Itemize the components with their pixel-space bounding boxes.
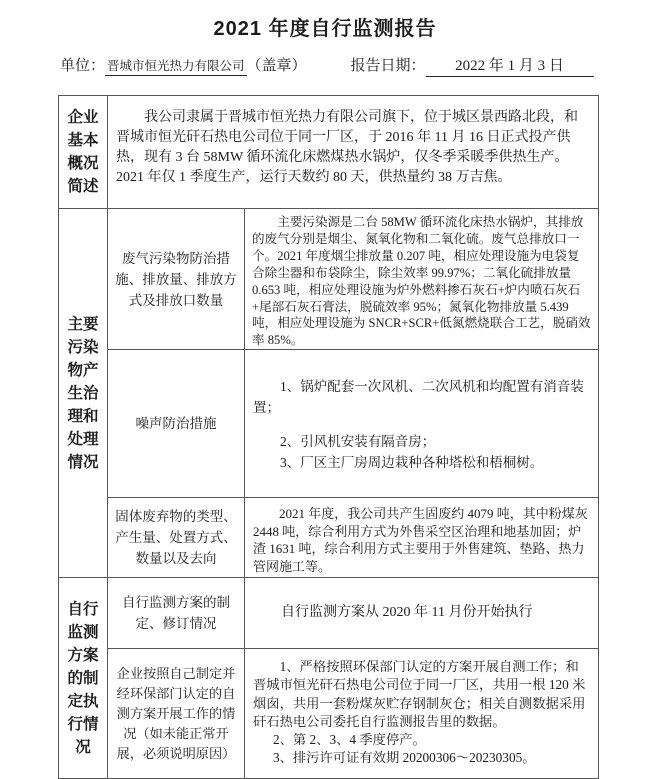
sublabel-waste-gas: 废气污染物防治措施、排放量、排放方式及排放口数量	[108, 209, 245, 350]
row-plan-implementation	[59, 649, 599, 779]
row-waste-gas	[59, 209, 599, 350]
unit-value: 晋城市恒光热力有限公司	[105, 56, 247, 76]
cell-company-overview-content	[108, 96, 599, 209]
sublabel-solid-waste: 固体废弃物的类型、产生量、处置方式、数量以及去向	[108, 498, 245, 578]
seal-note: （盖章）	[246, 58, 307, 74]
cell-section-label-self-monitoring-plan	[59, 578, 108, 779]
cell-section-label-company-overview	[59, 96, 108, 209]
page-title: 2021 年度自行监测报告	[213, 18, 437, 40]
row-solid-waste	[59, 498, 599, 578]
waste-gas-text: 主要污染源是二台 58MW 循环流化床热水锅炉，其排放的废气分别是烟尘、氮氧化物和二氧化硫。废气总排放口一个。2021 年度烟尘排放量 0.207 吨，相应处理设施为电袋复合除尘器和布袋除尘，除尘效率 99.97%；二氧化硫排放量 0.653 吨，相应处理设施为炉外燃料掺石灰石+炉内喷石灰石+尾部石灰石膏法，脱硫效率 95%；氮氧化物排放量 5.439 吨，相应处理设施为 SNCR+SCR+低氮燃烧联合工艺，脱硝效率 85%。	[252, 215, 591, 348]
sublabel-plan-revision: 自行监测方案的制定、修订情况	[108, 578, 245, 649]
section-label-company-overview: 企业基本概况简述	[67, 109, 99, 195]
noise-item-1: 1、锅炉配套一次风机、二次风机和均配置有消音装置；	[253, 379, 584, 416]
cell-solid-waste-content	[245, 498, 599, 578]
noise-item-2: 2、引风机安装有隔音房；	[280, 434, 436, 450]
sublabel-plan-implementation: 企业按照自己制定并经环保部门认定的自测方案开展工作的情况（如未能正常开展，必须说明原因）	[108, 649, 245, 779]
cell-section-label-main-pollution	[59, 209, 108, 578]
report-table	[58, 95, 599, 779]
cell-waste-gas-content	[245, 209, 599, 350]
unit-label: 单位：	[60, 58, 106, 74]
sublabel-noise: 噪声防治措施	[108, 350, 245, 498]
plan-revision-text: 自行监测方案从 2020 年 11 月份开始执行	[281, 605, 533, 621]
row-plan-revision	[59, 578, 599, 649]
implementation-item-3: 3、排污许可证有效期 20200306～20230305。	[272, 750, 536, 766]
implementation-item-1: 1、严格按照环保部门认定的方案开展自测工作；和晋城市恒光矸石热电公司位于同一厂区，共用一根 120 米烟囱，共用一套粉煤灰贮存钢制灰仓；相关自测数据采用矸石热电公司委托自行监测报告里的数据。	[253, 659, 586, 729]
row-noise	[59, 350, 599, 498]
implementation-item-2: 2、第 2、3、4 季度停产。	[272, 732, 426, 748]
report-meta-line	[60, 54, 595, 77]
cell-noise-content	[245, 350, 599, 498]
report-date-value: 2022 年 1 月 3 日	[426, 54, 594, 77]
noise-item-3: 3、厂区主厂房周边栽种各种塔松和梧桐树。	[280, 455, 544, 471]
cell-plan-revision-content	[245, 578, 599, 649]
row-company-overview	[59, 96, 599, 209]
section-label-self-monitoring-plan: 自行监测方案的制定执行情况	[67, 600, 99, 756]
report-date-label: 报告日期：	[350, 58, 426, 74]
cell-plan-implementation-content	[245, 649, 599, 779]
section-label-main-pollution: 主要污染物产生治理和处理情况	[67, 315, 99, 471]
company-overview-text: 我公司隶属于晋城市恒光热力有限公司旗下，位于城区景西路北段，和晋城市恒光矸石热电公司位于同一厂区，于 2016 年 11 月 16 日正式投产供热，现有 3 台 58MW 循环流化床燃煤热水锅炉，仅冬季采暖季供热生产。2021 年仅 1 季度生产，运行天数约 80 天，供热量约 38 万吉焦。	[116, 110, 578, 185]
solid-waste-text: 2021 年度，我公司共产生固废约 4079 吨，其中粉煤灰 2448 吨，综合利用方式为外售采空区治理和地基加固；炉渣 1631 吨，综合利用方式主要用于外售建筑、垫路、热力管网施工等。	[253, 506, 588, 575]
